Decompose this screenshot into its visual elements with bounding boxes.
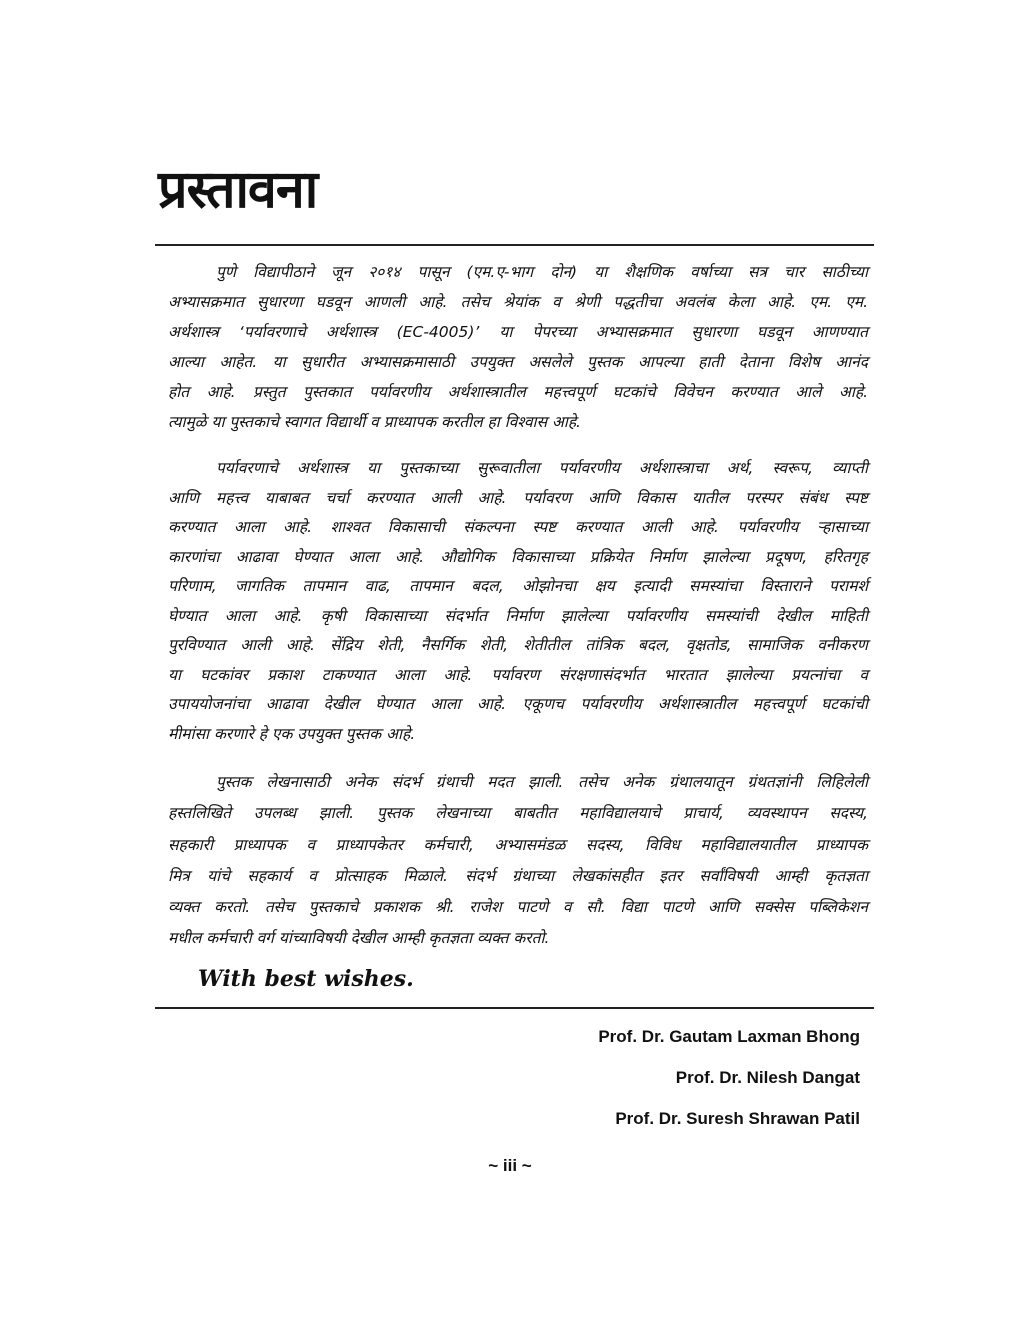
paragraph-line: मधील कर्मचारी वर्ग यांच्याविषयी देखील आम्ही कृतज्ञता व्यक्त करतो.	[168, 929, 550, 948]
paragraph-2	[168, 454, 868, 749]
paragraph-line: व्यक्त करतो. तसेच पुस्तकाचे प्रकाशक श्री. राजेश पाटणे व सौ. विद्या पाटणे आणि सक्सेस पब्लिकेशन	[168, 898, 868, 917]
paragraph-line: मीमांसा करणारे हे एक उपयुक्त पुस्तक आहे.	[168, 724, 416, 743]
paragraph-3	[168, 767, 868, 955]
paragraph-line: परिणाम, जागतिक तापमान वाढ, तापमान बदल, ओझोनचा क्षय इत्यादी समस्यांचा विस्ताराने परामर्श	[168, 577, 868, 595]
paragraph-line: आल्या आहेत. या सुधारीत अभ्यासक्रमासाठी उपयुक्त असलेले पुस्तक आपल्या हाती देताना विशेष आनंद	[168, 353, 868, 371]
paragraph-line: पुरविण्यात आली आहे. सेंद्रिय शेती, नैसर्गिक शेती, शेतीतील तांत्रिक बदल, वृक्षतोड, सामाजिक वनीकरण	[168, 636, 868, 654]
paragraph-line: त्यामुळे या पुस्तकाचे स्वागत विद्यार्थी व प्राध्यापक करतील हा विश्वास आहे.	[168, 413, 581, 431]
paragraph-line: अर्थशास्त्र ‘पर्यावरणाचे अर्थशास्त्र (EC-4005)’ या पेपरच्या अभ्यासक्रमात सुधारणा घडवून आणण्यात	[168, 323, 868, 341]
signatory: Prof. Dr. Nilesh Dangat	[675, 1068, 860, 1087]
paragraph-line: उपाययोजनांचा आढावा देखील घेण्यात आला आहे. एकूणच पर्यावरणीय अर्थशास्त्रातील महत्त्वपूर्ण घटकांची	[168, 695, 868, 713]
paragraph-line: पर्यावरणाचे अर्थशास्त्र या पुस्तकाच्या सुरूवातीला पर्यावरणीय अर्थशास्त्राचा अर्थ, स्वरूप, व्याप्ती	[216, 459, 868, 477]
paragraph-line: अभ्यासक्रमात सुधारणा घडवून आणली आहे. तसेच श्रेयांक व श्रेणी पद्धतीचा अवलंब केला आहे. एम. एम.	[168, 293, 868, 311]
paragraph-line: सहकारी प्राध्यापक व प्राध्यापकेतर कर्मचारी, अभ्यासमंडळ सदस्य, विविध महाविद्यालयातील प्राध्यापक	[168, 835, 868, 854]
signatory: Prof. Dr. Suresh Shrawan Patil	[615, 1109, 860, 1128]
paragraph-line: करण्यात आला आहे. शाश्वत विकासाची संकल्पना स्पष्ट करण्यात आली आहे. पर्यावरणीय ऱ्हासाच्या	[168, 518, 868, 536]
paragraph-line: पुणे विद्यापीठाने जून २०१४ पासून (एम.ए-भाग दोन) या शैक्षणिक वर्षाच्या सत्र चार साठीच्या	[216, 263, 868, 281]
paragraph-line: पुस्तक लेखनासाठी अनेक संदर्भ ग्रंथाची मदत झाली. तसेच अनेक ग्रंथालयातून ग्रंथतज्ञांनी लिहिलेली	[216, 773, 868, 791]
top-divider	[155, 244, 874, 246]
paragraph-line: कारणांचा आढावा घेण्यात आला आहे. औद्योगिक विकासाच्या प्रक्रियेत निर्माण झालेल्या प्रदूषण, हरितगृह	[168, 547, 868, 566]
paragraph-line: या घटकांवर प्रकाश टाकण्यात आला आहे. पर्यावरण संरक्षणासंदर्भात भारतात झालेल्या प्रयत्नांचा व	[168, 665, 868, 684]
signatory: Prof. Dr. Gautam Laxman Bhong	[598, 1027, 860, 1046]
bottom-divider	[155, 1007, 874, 1009]
closing-wishes: With best wishes.	[198, 966, 414, 992]
page-title: प्रस्तावना	[158, 160, 318, 220]
paragraph-line: हस्तलिखिते उपलब्ध झाली. पुस्तक लेखनाच्या बाबतीत महाविद्यालयाचे प्राचार्य, व्यवस्थापन सदस्य,	[168, 804, 868, 823]
paragraph-line: आणि महत्त्व याबाबत चर्चा करण्यात आली आहे. पर्यावरण आणि विकास यातील परस्पर संबंध स्पष्ट	[168, 488, 868, 507]
page-number: ~ iii ~	[488, 1156, 532, 1175]
paragraph-line: होत आहे. प्रस्तुत पुस्तकात पर्यावरणीय अर्थशास्त्रातील महत्त्वपूर्ण घटकांचे विवेचन करण्यात आले आहे.	[168, 383, 868, 401]
paragraph-line: मित्र यांचे सहकार्य व प्रोत्साहक मिळाले. संदर्भ ग्रंथाच्या लेखकांसहीत इतर सर्वांविषयी आम्ही कृतज्ञता	[168, 866, 868, 885]
paragraph-1	[168, 257, 868, 437]
paragraph-line: घेण्यात आला आहे. कृषी विकासाच्या संदर्भात निर्माण झालेल्या पर्यावरणीय समस्यांची देखील माहिती	[168, 606, 868, 625]
